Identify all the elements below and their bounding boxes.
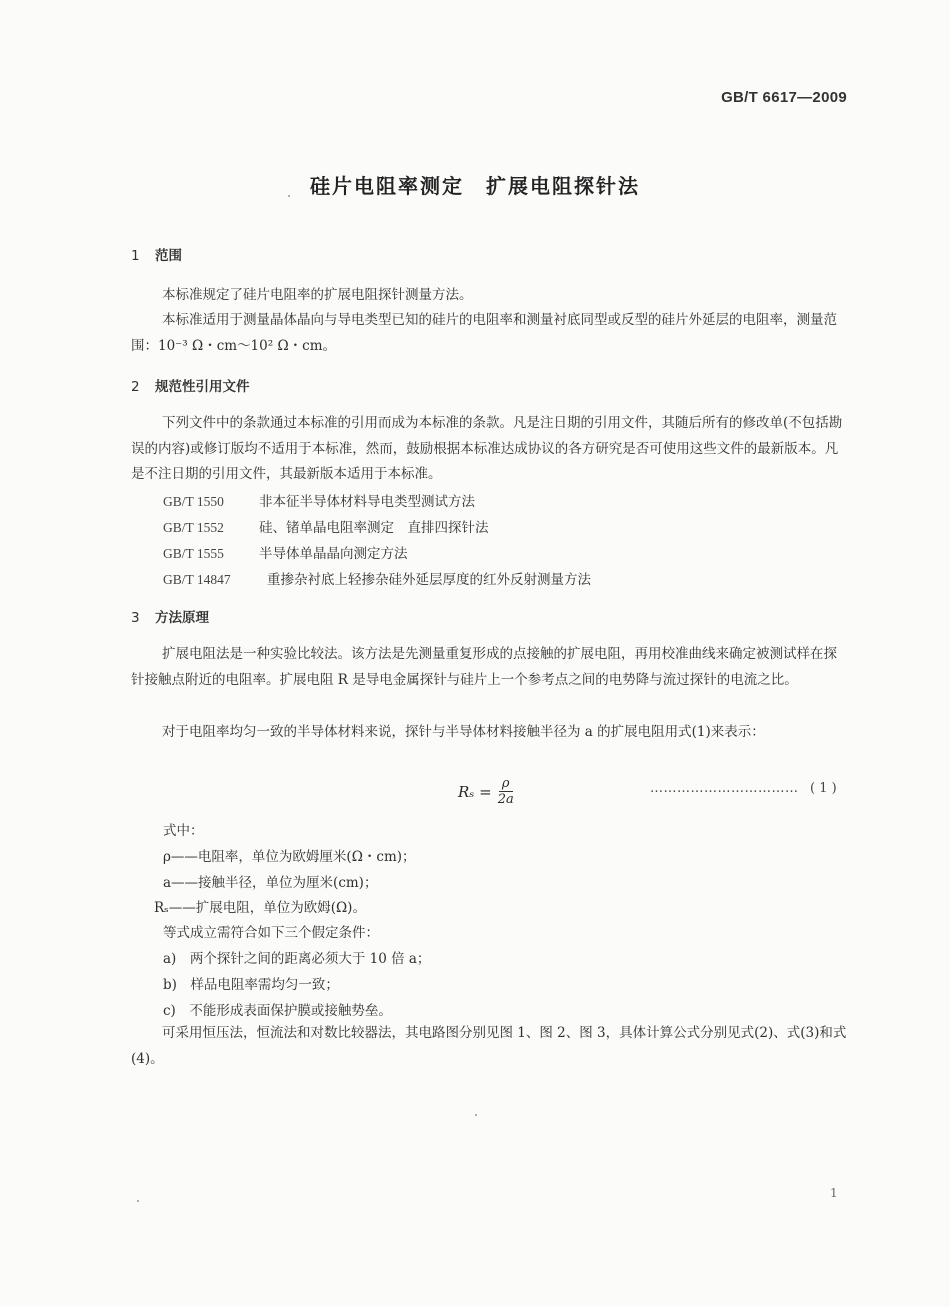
scan-speck [475,1114,477,1116]
where-label: 式中： [163,823,204,839]
document-title [0,170,950,199]
formula-numerator: ρ [499,776,513,792]
condition-a: a) 两个探针之间的距离必须大于 10 倍 a； [163,951,431,967]
condition-b: b) 样品电阻率需均匀一致； [163,977,339,993]
scan-speck [137,1200,139,1202]
formula-denominator: 2a [497,792,514,807]
formula-fraction [498,776,514,807]
title-part-1: 硅片电阻率测定 [310,174,464,198]
condition-c: c) 不能形成表面保护膜或接触势垒。 [163,1003,392,1019]
section-3-paragraph-3: 可采用恒压法，恒流法和对数比较器法，其电路图分别见图 1、图 2、图 3，具体计算公式分别见式(2)、式(3)和式(4)。 [131,1025,847,1067]
reference-item: GB/T 1550 非本征半导体材料导电类型测试方法 [163,494,475,510]
section-3-paragraph-2: 对于电阻率均匀一致的半导体材料来说，探针与半导体材料接触半径为 a 的扩展电阻用式(1)来表示： [162,724,765,740]
section-2-paragraph-1: 下列文件中的条款通过本标准的引用而成为本标准的条款。凡是注日期的引用文件，其随后所有的修改单(不包括勘误的内容)或修订版均不适用于本标准，然而，鼓励根据本标准达成协议的各方研究是否可使用这些文件的最新版本。凡是不注日期的引用文件，其最新版本适用于本标准。 [131,415,843,482]
section-1-paragraph-1: 本标准规定了硅片电阻率的扩展电阻探针测量方法。 [162,287,473,303]
definition-rs: Rₛ——扩展电阻，单位为欧姆(Ω)。 [154,900,366,916]
formula-lhs: Rₛ = [458,782,492,801]
section-1-paragraph-2: 本标准适用于测量晶体晶向与导电类型已知的硅片的电阻率和测量衬底同型或反型的硅片外延层的电阻率，测量范围：10⁻³ Ω・cm～10² Ω・cm。 [131,312,837,354]
definition-a: a——接触半径，单位为厘米(cm)； [163,875,378,891]
section-2-heading: 2 规范性引用文件 [131,379,250,395]
conditions-intro: 等式成立需符合如下三个假定条件： [163,925,379,941]
reference-item: GB/T 1552 硅、锗单晶电阻率测定 直排四探针法 [163,520,489,536]
title-part-2: 扩展电阻探针法 [486,174,640,198]
definition-rho: ρ——电阻率，单位为欧姆厘米(Ω・cm)； [163,849,416,865]
section-3-heading: 3 方法原理 [131,610,209,626]
section-1-heading: 1 范围 [131,248,182,264]
reference-item: GB/T 14847 重掺杂衬底上轻掺杂硅外延层厚度的红外反射测量方法 [163,572,591,588]
scan-speck [288,195,290,197]
standard-code: GB/T 6617—2009 [721,89,847,106]
reference-item: GB/T 1555 半导体单晶晶向测定方法 [163,546,408,562]
page-number: 1 [830,1186,838,1200]
section-3-paragraph-1: 扩展电阻法是一种实验比较法。该方法是先测量重复形成的点接触的扩展电阻，再用校准曲线来确定被测试样在探针接触点附近的电阻率。扩展电阻 R 是导电金属探针与硅片上一个参考点之间的电势降与流过探针的电流之比。 [131,646,837,688]
equation-number: ( 1 ) [810,781,837,796]
equation-leader-dots: …………………………… [650,781,799,796]
formula-1 [458,776,514,807]
